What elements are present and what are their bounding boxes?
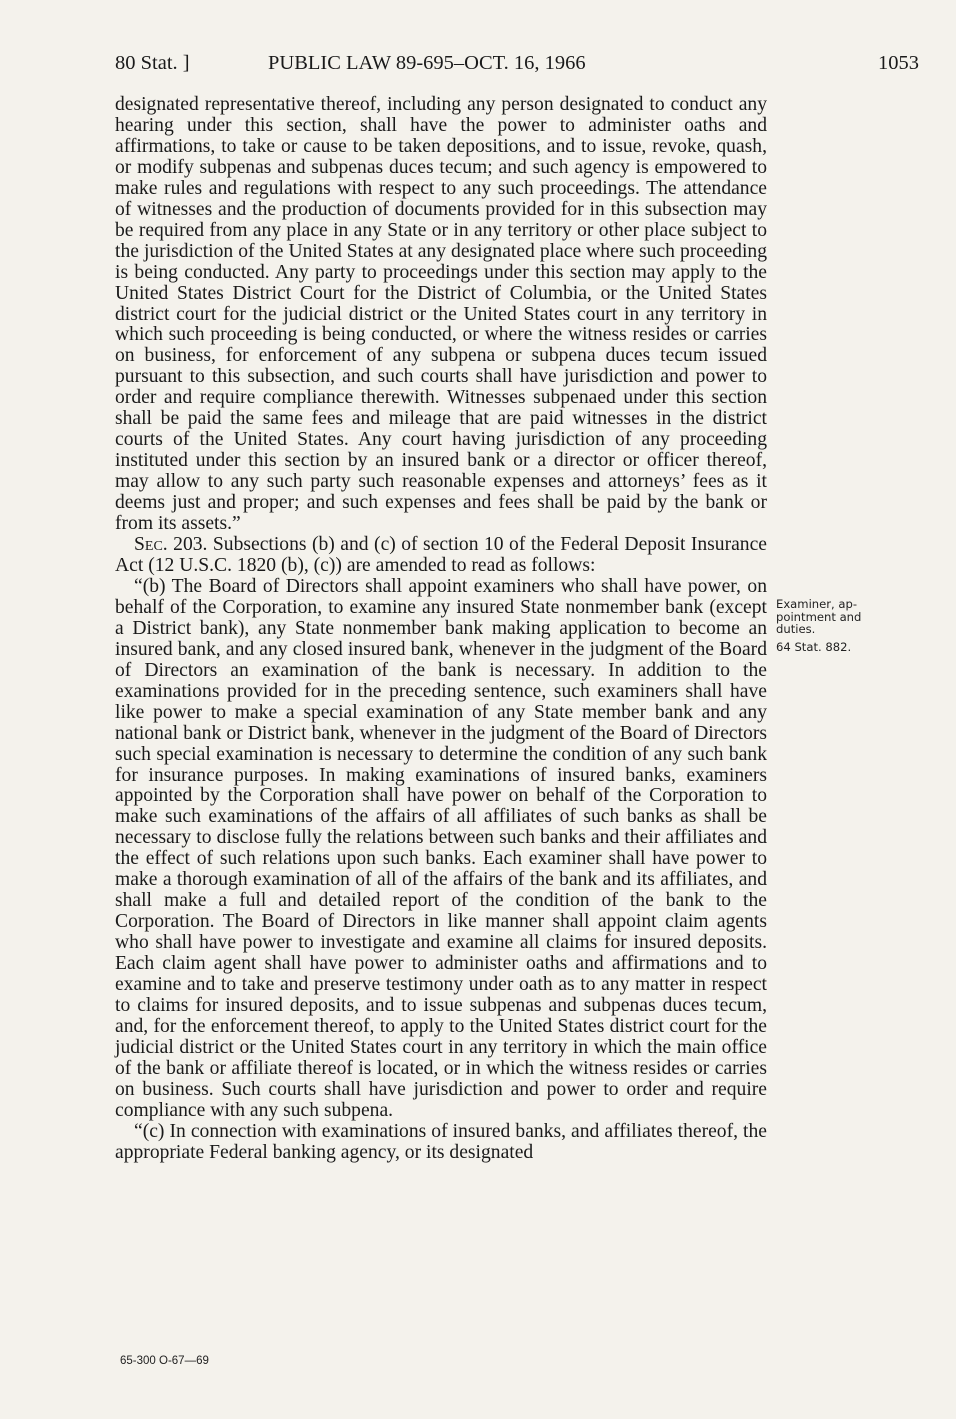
section-203-text: Subsections (b) and (c) of section 10 of the Federal Deposit Insurance Act (12 U.S.C. 1820 (b), (c)) are amended to read as follows: [115, 534, 767, 576]
margin-note-line: Examiner, ap- [776, 597, 858, 611]
subsection-c-paragraph: “(c) In connection with examinations of insured banks, and affiliates thereof, the appropriate Federal banking agency, or its designated [115, 1120, 767, 1163]
margin-note [776, 598, 916, 653]
section-label: Sec. 203. [134, 534, 208, 556]
statute-volume-reference: 80 Stat. ] [115, 52, 190, 74]
continuation-paragraph: designated representative thereof, including any person designated to conduct any hearing under this section, shall have the power to administer oaths and affirmations, to take or cause to be taken depositions, and to issue, revoke, quash, or modify subpenas and subpenas duces tecum; and such agency is empowered to make rules and regulations with respect to any such proceedings. The attendance of witnesses and the production of documents provided for in this subsection may be required from any place in any State or in any territory or other place subject to the jurisdiction of the United States at any designated place where such proceeding is being conducted. Any party to proceedings under this section may apply to the United States District Court for the District of Columbia, or the United States district court for the judicial district or the United States court in any territory in which such proceeding is being conducted, or where the witness resides or carries on business, for enforcement of any subpena or subpena duces tecum issued pursuant to this subsection, and such courts shall have jurisdiction and power to order and require compliance therewith. Witnesses subpenaed under this section shall be paid the same fees and mileage that are paid witnesses in the district courts of the United States. Any court having jurisdiction of any proceeding instituted under this section by an insured bank or a director or officer thereof, may allow to any such party such reasonable expenses and attorneys’ fees as it deems just and proper; and such expenses and fees shall be paid by the bank or from its assets.” [115, 94, 767, 535]
margin-note-citation: 64 Stat. 882. [776, 639, 852, 654]
page-number: 1053 [878, 52, 919, 74]
main-text-column [115, 95, 767, 1164]
subsection-b-paragraph: “(b) The Board of Directors shall appoint examiners who shall have power, on behalf of the Corporation, to examine any insured State nonmember bank (except a District bank), any State nonmember bank making application to become an insured bank, and any closed insured bank, whenever in the judgment of the Board of Directors an examination of the bank is necessary. In addition to the examinations provided for in the preceding sentence, such examiners shall have like power to make a special examination of any State member bank and any national bank or District bank, whenever in the judgment of the Board of Directors such special examination is necessary to determine the condition of any such bank for insurance purposes. In making examinations of insured banks, examiners appointed by the Corporation shall have power on behalf of the Corporation to make such examinations of the affairs of all affiliates of such banks as shall be necessary to disclose fully the relations between such banks and their affiliates and the effect of such relations upon such banks. Each examiner shall have power to make a thorough examination of all of the affairs of the bank and its affiliates, and shall make a full and detailed report of the condition of the bank to the Corporation. The Board of Directors in like manner shall appoint claim agents who shall have power to investigate and examine all claims for insured deposits. Each claim agent shall have power to administer oaths and affirmations and to examine and to take and preserve testimony under oath as to any matter in respect to claims for insured deposits, and to issue subpenas and subpenas duces tecum, and, for the enforcement thereof, to apply to the United States district court for the judicial district or the United States court in any territory in which the main office of the bank or affiliate thereof is located, or in which the witness resides or carries on business. Such courts shall have jurisdiction and power to order and require compliance with any such subpena. [115, 575, 767, 1121]
footer-print-code: 65-300 O-67—69 [120, 1355, 209, 1367]
law-title-header: PUBLIC LAW 89-695–OCT. 16, 1966 [268, 52, 586, 74]
margin-note-line: duties. [776, 622, 816, 637]
section-203-paragraph [115, 535, 767, 577]
margin-note-line: pointment and [776, 609, 862, 624]
